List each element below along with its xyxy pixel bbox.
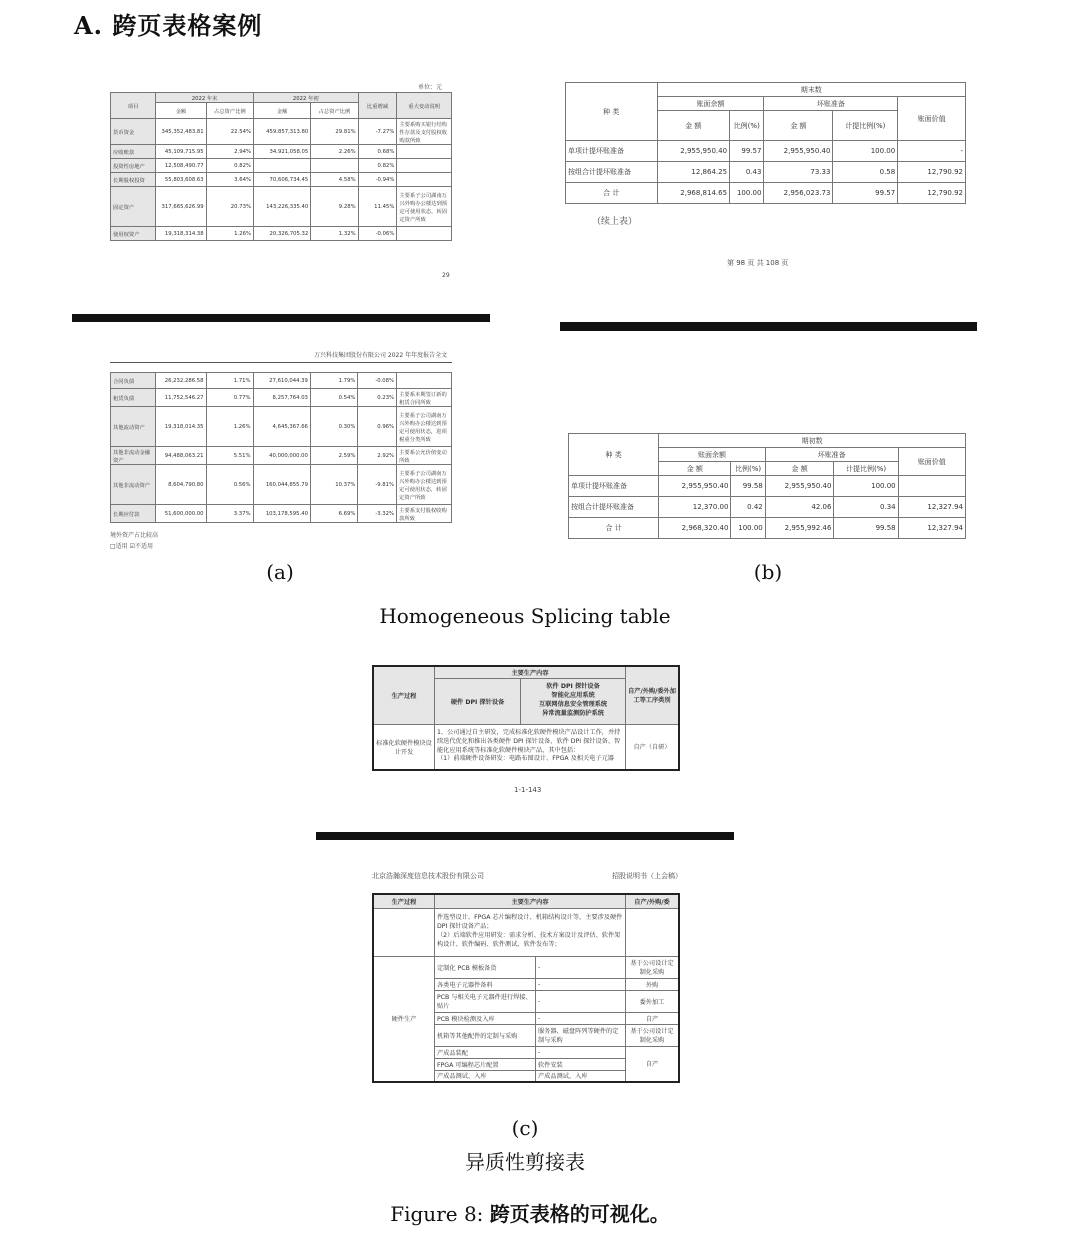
figure-label: Figure 8: (390, 1202, 490, 1226)
caption-homogeneous: Homogeneous Splicing table (379, 604, 671, 628)
cell: 2.59% (310, 447, 358, 465)
col-header: 比重增减 (358, 93, 397, 119)
cell: 29.81% (311, 119, 358, 145)
cell: 8,257,764.03 (253, 389, 310, 407)
cell: -0.94% (358, 173, 397, 187)
cell: 主要系本期签订新的租赁合同所致 (397, 389, 452, 407)
table-row (373, 956, 679, 978)
panel-b-continued: （续上表） (592, 217, 638, 227)
figure-caption (280, 1198, 780, 1227)
row-label: 长期应付款 (111, 505, 156, 523)
cell: 1.79% (310, 373, 358, 389)
cell: 70,606,734.45 (253, 173, 310, 187)
row-label: 其他流动资产 (111, 407, 156, 447)
table-row (566, 183, 966, 204)
cell: 0.96% (358, 407, 397, 447)
row-label: 标准化软硬件模块设计开发 (373, 724, 435, 770)
cell: 12,508,490.77 (156, 159, 206, 173)
row-label: 租赁负债 (111, 389, 156, 407)
cell: 主要系子公司湖南万兴外购办公楼达到预定可使用状态，进项税重分类所致 (397, 407, 452, 447)
cell: 自产 (626, 1046, 680, 1082)
cell: 0.43 (730, 162, 764, 183)
col-header: 期初数 (659, 434, 966, 448)
cell: 459,857,313.80 (253, 119, 310, 145)
header-rule (110, 362, 452, 363)
panel-a-table-top (110, 92, 452, 241)
cell: 2.94% (206, 145, 253, 159)
table-row (111, 159, 452, 173)
col-header: 金额 (253, 103, 310, 119)
panel-c-company: 北京浩瀚深度信息技术股份有限公司 (372, 872, 484, 880)
col-header: 金 额 (659, 462, 731, 476)
col-header: 账面余额 (657, 97, 764, 111)
panel-a-page-number: 29 (442, 272, 450, 279)
cell: 6.69% (310, 505, 358, 523)
cell: 99.58 (731, 476, 765, 497)
col-header: 自产/外购/委 (626, 894, 680, 908)
col-header: 2022 年初 (253, 93, 358, 103)
cell (397, 373, 452, 389)
page-break-bar (560, 322, 977, 331)
cell: 主要系子公司湖南万兴外购办公楼达到预定可使用状态，转固定资产所致 (397, 187, 452, 227)
row-label: 投资性房地产 (111, 159, 156, 173)
col-header: 坏账准备 (764, 97, 898, 111)
cell: 2,955,950.40 (657, 141, 730, 162)
table-row (111, 145, 452, 159)
cell: -9.81% (358, 465, 397, 505)
cell: 94,488,063.21 (156, 447, 206, 465)
cell: 27,610,044.39 (253, 373, 310, 389)
cell: 基于公司设计定制化采购 (626, 1024, 680, 1046)
cell: 20,326,705.32 (253, 227, 310, 241)
cell: 1.26% (206, 407, 253, 447)
col-header: 项目 (111, 93, 156, 119)
cell: 12,370.00 (659, 497, 731, 518)
panel-b-table-top (565, 82, 966, 204)
row-label: 长期股权投资 (111, 173, 156, 187)
cell: 0.77% (206, 389, 253, 407)
row-label: 硬件生产 (373, 956, 435, 1082)
cell: -0.08% (358, 373, 397, 389)
cell: -0.06% (358, 227, 397, 241)
col-header: 金 额 (764, 111, 833, 141)
cell: 0.56% (206, 465, 253, 505)
cell: 8,604,790.80 (156, 465, 206, 505)
col-header: 主要生产内容 (435, 666, 626, 678)
cell: 10.37% (310, 465, 358, 505)
col-header: 重大变动说明 (397, 93, 452, 119)
cell: 自产（自研） (626, 724, 680, 770)
cell: - (536, 978, 626, 990)
col-header: 账面余额 (659, 448, 766, 462)
cell: 1、公司通过自主研发，完成标准化软硬件模块产品设计工作，并持续迭代优化和推出各类硬件 DPI 探针设备、软件 DPI 探针设备、智能化应用系统等标准化软硬件模块产品，其中包括： （1）前端硬件设备研发：电路布图设计、FPGA 及相关电子元器 (435, 724, 626, 770)
cell: 2,956,023.73 (764, 183, 833, 204)
cell: 1.26% (206, 227, 253, 241)
col-header: 硬件 DPI 探针设备 (435, 678, 521, 724)
table-row (566, 162, 966, 183)
page-break-bar (72, 314, 490, 322)
col-header: 比例(%) (731, 462, 765, 476)
col-header: 金 额 (765, 462, 834, 476)
cell: 2.92% (358, 447, 397, 465)
cell: 4.58% (311, 173, 358, 187)
cell: 基于公司设计定制化采购 (626, 956, 680, 978)
panel-a-company-header: 万兴科技集团股份有限公司 2022 年年度报告全文 (314, 352, 448, 359)
cell (397, 145, 452, 159)
cell: 73.33 (764, 162, 833, 183)
panel-c-table-top (372, 665, 680, 771)
cell: 0.23% (358, 389, 397, 407)
cell: 103,178,595.40 (253, 505, 310, 523)
col-header: 账面价值 (898, 448, 965, 476)
table-row (111, 119, 452, 145)
cell: - (536, 990, 626, 1012)
cell (898, 476, 965, 497)
row-label: 货币资金 (111, 119, 156, 145)
col-header: 计提比例(%) (834, 462, 898, 476)
cell: 45,109,715.95 (156, 145, 206, 159)
col-header: 软件 DPI 探针设备 智能化应用系统 互联网信息安全管理系统 异常流量监测防护系统 (521, 678, 626, 724)
cell: 3.64% (206, 173, 253, 187)
cell: 22.54% (206, 119, 253, 145)
col-header: 坏账准备 (765, 448, 898, 462)
cell: 12,790.92 (898, 162, 966, 183)
cell: 19,318,014.35 (156, 407, 206, 447)
cell: 外购 (626, 978, 680, 990)
panel-a-footnote: 境外资产占比较高 (110, 532, 159, 539)
cell: 19,318,314.38 (156, 227, 206, 241)
col-header: 账面价值 (898, 97, 966, 141)
section-heading: A. 跨页表格案例 (74, 11, 263, 40)
cell: 55,803,608.63 (156, 173, 206, 187)
cell: - (536, 1046, 626, 1058)
cell: 99.57 (833, 183, 898, 204)
cell (397, 227, 452, 241)
table-row (111, 173, 452, 187)
figure-text: 跨页表格的可视化。 (489, 1202, 670, 1226)
cell: 51,600,000.00 (156, 505, 206, 523)
cell: 主要系支付股权收购款所致 (397, 505, 452, 523)
row-label: 单项计提坏账准备 (569, 476, 659, 497)
cell: 34,921,058.05 (253, 145, 310, 159)
cell: 各类电子元器件备料 (435, 978, 536, 990)
cell: 3.37% (206, 505, 253, 523)
cell: 2.26% (311, 145, 358, 159)
col-header: 计提比例(%) (833, 111, 898, 141)
row-label: 其他非流动资产 (111, 465, 156, 505)
table-row (111, 505, 452, 523)
col-header: 生产过程 (373, 666, 435, 724)
cell: 40,000,000.00 (253, 447, 310, 465)
cell: 99.57 (730, 141, 764, 162)
cell: 1.71% (206, 373, 253, 389)
cell: 0.82% (358, 159, 397, 173)
cell: 0.34 (834, 497, 898, 518)
cell: 26,232,286.58 (156, 373, 206, 389)
cell: 件选型设计、FPGA 芯片编程设计、机箱结构设计等，主要涉及硬件 DPI 探针设备产品； （2）后端软件应用研发：需求分析、技术方案设计及评估、软件架构设计、软件编码、软件测试、软件发布等； (435, 908, 626, 956)
row-label: 应收账款 (111, 145, 156, 159)
row-label: 固定资产 (111, 187, 156, 227)
table-row (111, 389, 452, 407)
cell: 0.42 (731, 497, 765, 518)
cell: 100.00 (731, 518, 765, 539)
panel-a-unit: 单位：元 (418, 84, 443, 91)
panel-c-doc: 招股说明书（上会稿） (612, 872, 682, 880)
cell: 143,226,335.40 (253, 187, 310, 227)
panel-b-table-bottom (568, 433, 966, 539)
cell: 委外加工 (626, 990, 680, 1012)
table-row (373, 908, 679, 956)
cell: 100.00 (834, 476, 898, 497)
panel-a-table-bottom (110, 372, 452, 523)
col-header: 生产过程 (373, 894, 435, 908)
cell: -7.27% (358, 119, 397, 145)
row-label: 使用权资产 (111, 227, 156, 241)
cell: 2,955,950.40 (659, 476, 731, 497)
panel-c-page-number: 1-1-143 (514, 786, 542, 794)
cell: - (536, 956, 626, 978)
row-label: 单项计提坏账准备 (566, 141, 658, 162)
cell: 产成品测试、入库 (536, 1070, 626, 1082)
cell: 0.82% (206, 159, 253, 173)
col-header: 金 额 (657, 111, 730, 141)
cell: 11.45% (358, 187, 397, 227)
cell: 2,968,320.40 (659, 518, 731, 539)
cell: -3.32% (358, 505, 397, 523)
cell: 2,968,814.65 (657, 183, 730, 204)
cell: 345,352,483.81 (156, 119, 206, 145)
cell: 4,645,367.66 (253, 407, 310, 447)
cell: 1.32% (311, 227, 358, 241)
cell: 0.68% (358, 145, 397, 159)
cell: 产成品测试、入库 (435, 1070, 536, 1082)
panel-a-footnote: □适用 ☑不适用 (110, 543, 153, 550)
table-row (111, 407, 452, 447)
cell: 99.58 (834, 518, 898, 539)
cell: 12,327.94 (898, 518, 965, 539)
caption-c: (c) (511, 1116, 539, 1140)
cell: 0.54% (310, 389, 358, 407)
table-row (111, 465, 452, 505)
cell: 160,044,855.79 (253, 465, 310, 505)
cell (397, 173, 452, 187)
cell: 12,327.94 (898, 497, 965, 518)
cell: PCB 与相关电子元器件进行焊接、贴片 (435, 990, 536, 1012)
table-row (569, 476, 966, 497)
row-label: 合同负债 (111, 373, 156, 389)
table-row (111, 373, 452, 389)
cell: 服务器、磁盘阵列等硬件的定制与采购 (536, 1024, 626, 1046)
row-label: 按组合计提坏账准备 (566, 162, 658, 183)
cell: 0.30% (310, 407, 358, 447)
cell: - (536, 1012, 626, 1024)
cell: 11,752,546.27 (156, 389, 206, 407)
cell: 机箱等其他配件的定制与采购 (435, 1024, 536, 1046)
cell: 317,665,626.99 (156, 187, 206, 227)
cell: 2,955,992.46 (765, 518, 834, 539)
panel-b-page-number: 第 98 页 共 108 页 (727, 259, 789, 267)
col-header: 自产/外购/委外加工等工序类别 (626, 666, 680, 724)
col-header: 占总资产比例 (206, 103, 253, 119)
cell: PCB 模块检测及入库 (435, 1012, 536, 1024)
cell: 100.00 (730, 183, 764, 204)
cell: 100.00 (833, 141, 898, 162)
col-header: 种 类 (569, 434, 659, 476)
cell (311, 159, 358, 173)
col-header: 期末数 (657, 83, 965, 97)
table-row (373, 724, 679, 770)
caption-b: (b) (753, 560, 783, 584)
row-label: 合 计 (569, 518, 659, 539)
cell: 自产 (626, 1012, 680, 1024)
cell: 12,790.92 (898, 183, 966, 204)
row-label: 合 计 (566, 183, 658, 204)
cell: 20.73% (206, 187, 253, 227)
cell: 定制化 PCB 模板备货 (435, 956, 536, 978)
col-header: 主要生产内容 (435, 894, 626, 908)
cell: 2,955,950.40 (764, 141, 833, 162)
cell: 12,864.25 (657, 162, 730, 183)
cell: 软件安装 (536, 1058, 626, 1070)
cell: - (898, 141, 966, 162)
cell (253, 159, 310, 173)
cell: 产成品装配 (435, 1046, 536, 1058)
col-header: 比例(%) (730, 111, 764, 141)
cell: 2,955,950.40 (765, 476, 834, 497)
table-row (569, 497, 966, 518)
caption-heterogeneous: 异质性剪接表 (465, 1150, 585, 1174)
row-label: 按组合计提坏账准备 (569, 497, 659, 518)
row-label: 其他非流动金融资产 (111, 447, 156, 465)
cell: 42.06 (765, 497, 834, 518)
table-row (569, 518, 966, 539)
cell: FPGA 可编程芯片配置 (435, 1058, 536, 1070)
col-header: 占总资产比例 (311, 103, 358, 119)
table-row (111, 227, 452, 241)
cell: 0.58 (833, 162, 898, 183)
cell: 主要系公允价值变动所致 (397, 447, 452, 465)
table-row (111, 187, 452, 227)
col-header: 金额 (156, 103, 206, 119)
caption-a: (a) (266, 560, 294, 584)
cell: 9.28% (311, 187, 358, 227)
page-break-bar (316, 832, 734, 840)
cell: 主要系子公司湖南万兴外购办公楼达到预定可使用状态，转固定资产所致 (397, 465, 452, 505)
cell (397, 159, 452, 173)
panel-c-table-bottom (372, 893, 680, 1083)
cell: 主要系购买银行结构性存款及支付股权收购款所致 (397, 119, 452, 145)
table-row (566, 141, 966, 162)
cell: 5.51% (206, 447, 253, 465)
table-row (111, 447, 452, 465)
col-header: 2022 年末 (156, 93, 254, 103)
col-header: 种 类 (566, 83, 658, 141)
